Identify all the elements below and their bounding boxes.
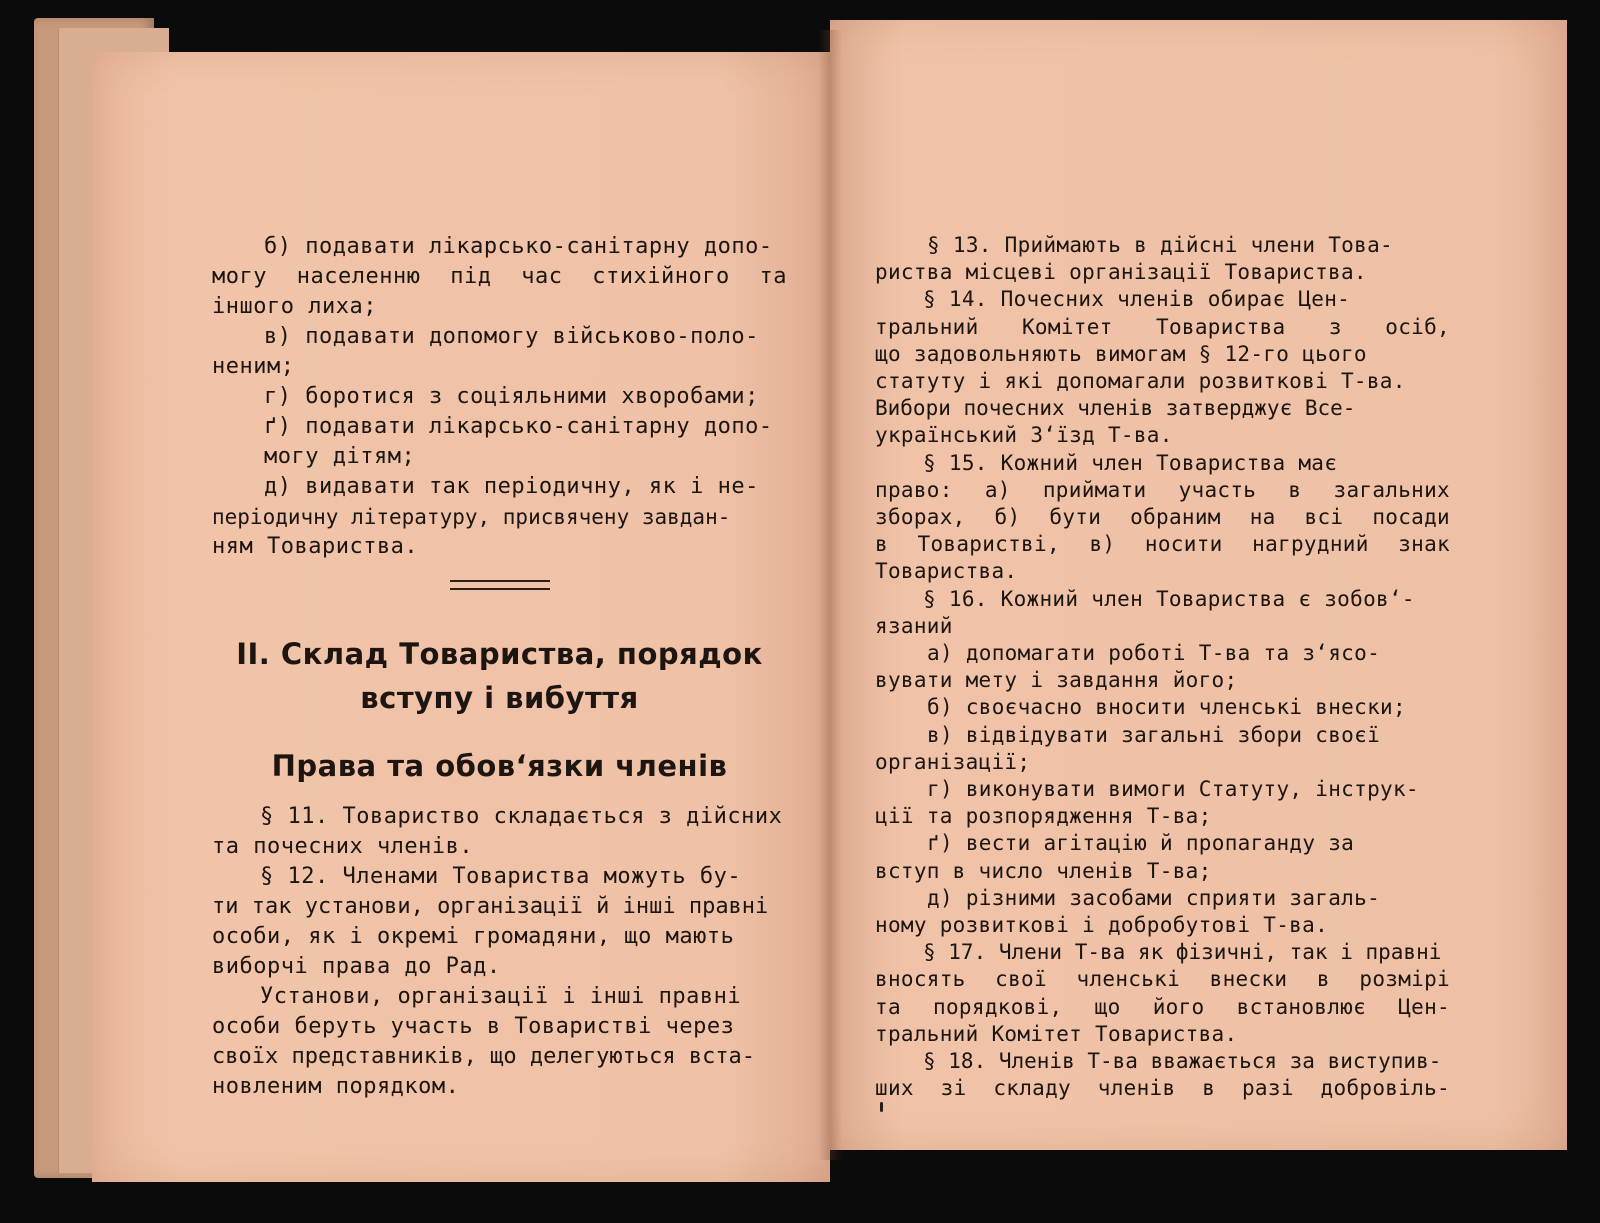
text-line: тральний Комітет Товариства з осіб, (875, 314, 1450, 339)
text-line: § 18. Членів Т-ва вважається за виступив- (923, 1049, 1442, 1074)
text-line: язаний (875, 613, 953, 638)
text-line: періодичну літературу, присвячену завдан- (212, 505, 731, 529)
text-line: що задовольняють вимогам § 12-го цього (875, 341, 1367, 366)
text-line: та порядкові, що його встановлює Цен- (875, 994, 1450, 1019)
text-line: могу населенню під час стихійного та (212, 264, 787, 289)
text-line: ґ) вести агітацію й пропаганду за (927, 831, 1355, 856)
text-line: г) виконувати вимоги Статуту, інструк- (927, 777, 1419, 802)
text-line: § 16. Кожний член Товариства є зобов‘- (923, 586, 1415, 611)
text-line: г) боротися з соціяльними хворобами; (264, 384, 759, 409)
text-line: український З‘їзд Т-ва. (875, 423, 1173, 448)
subsection-title: Права та обов‘язки членів (271, 749, 728, 783)
text-line: а) допомагати роботі Т-ва та з‘ясо- (927, 641, 1381, 666)
text-line: вувати мету і завдання його; (875, 668, 1238, 693)
text-line: § 11. Товариство складається з дійсних (260, 804, 783, 829)
text-line: ти так установи, організації й інші правні (212, 894, 769, 919)
text-line: іншого лиха; (212, 294, 377, 319)
text-line: § 15. Кожний член Товариства має (923, 450, 1338, 475)
text-line: статуту і які допомагали розвиткові Т-ва. (875, 369, 1406, 394)
text-line: вносять свої членські внески в розмірі (875, 967, 1450, 992)
text-line: вступ в число членів Т-ва; (875, 858, 1212, 883)
text-line: § 14. Почесних членів обирає Цен- (923, 287, 1351, 312)
text-line: д) видавати так періодичну, як і не- (264, 474, 759, 499)
text-line: особи беруть участь в Товаристві через (212, 1014, 735, 1039)
section-title: II. Склад Товариства, порядок вступу і вибуття (236, 637, 763, 715)
text-line: особи, як і окремі громадяни, що мають (212, 924, 735, 949)
text-line: ням Товариства. (212, 534, 419, 559)
text-line: могу дітям; (264, 444, 416, 469)
right-page-text (875, 232, 1450, 1103)
text-line: б) подавати лікарсько-санітарну допо- (264, 234, 773, 259)
left-page-text (212, 232, 787, 1102)
text-line: тральний Комітет Товариства. (875, 1021, 1238, 1046)
book-gutter (818, 30, 842, 1160)
text-line: виборчі права до Рад. (212, 954, 501, 979)
text-line: організації; (875, 749, 1031, 774)
text-line: Установи, організації і інші правні (260, 984, 742, 1009)
text-line: своїх представників, що делегуються вста- (212, 1044, 756, 1069)
text-line: новленим порядком. (212, 1074, 460, 1099)
text-line: § 17. Члени Т-ва як фізичні, так і правні (923, 940, 1442, 965)
ink-speck (880, 1102, 883, 1112)
section-divider (450, 580, 550, 590)
text-line: Товариства. (875, 559, 1018, 584)
text-line: ґ) подавати лікарсько-санітарну допо- (264, 414, 773, 439)
text-line: ному розвиткові і добробутові Т-ва. (875, 913, 1329, 938)
text-line: б) своєчасно вносити членські внески; (927, 695, 1406, 720)
text-line: ції та розпорядження Т-ва; (875, 804, 1212, 829)
text-line: риства місцеві організації Товариства. (875, 260, 1367, 285)
text-line: та почесних членів. (212, 834, 474, 859)
text-line: неним; (212, 354, 295, 379)
text-line: ших зі складу членів в разі добровіль- (875, 1076, 1450, 1101)
text-line: § 13. Приймають в дійсні члени Това- (927, 233, 1393, 257)
text-line: в Товаристві, в) носити нагрудний знак (875, 532, 1450, 557)
text-line: зборах, б) бути обраним на всі посади (875, 505, 1450, 530)
text-line: д) різними засобами сприяти загаль- (927, 885, 1381, 910)
text-line: в) відвідувати загальні збори своєї (927, 722, 1381, 747)
text-line: Вибори почесних членів затверджує Все- (875, 396, 1356, 421)
text-line: в) подавати допомогу військово-поло- (264, 324, 759, 349)
text-line: право: а) приймати участь в загальних (875, 477, 1450, 502)
text-line: § 12. Членами Товариства можуть бу- (260, 864, 742, 889)
